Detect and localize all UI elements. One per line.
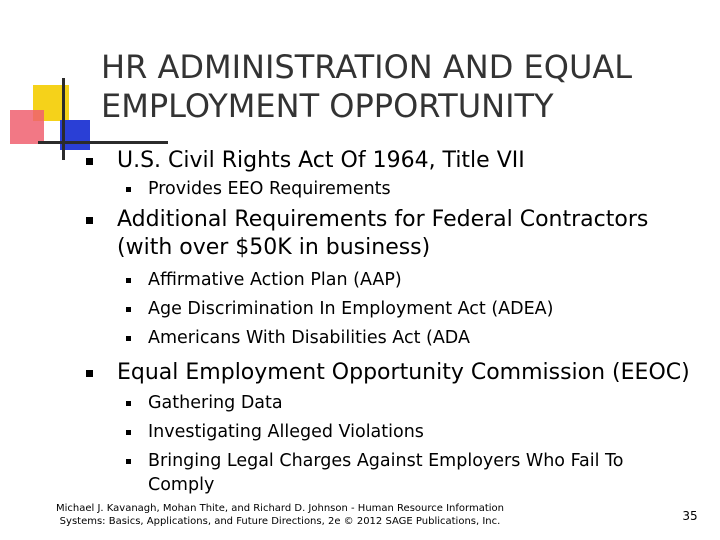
bullet-text: Equal Employment Opportunity Commission (EEOC) [117,360,690,385]
logo-horizontal-line [38,141,168,144]
sub-bullet-eeo-requirements [148,177,688,201]
square-bullet-icon [126,459,131,464]
logo-red-square [10,110,44,144]
square-bullet-icon [126,336,131,341]
sub-bullet-gathering-data [148,391,688,415]
bullet-civil-rights-act [117,147,687,175]
square-bullet-icon [126,430,131,435]
slide-title: HR ADMINISTRATION AND EQUAL EMPLOYMENT OPPORTUNITY [101,48,633,125]
square-bullet-icon [126,401,131,406]
sub-bullet-ada [148,326,688,350]
sub-bullet-text: Bringing Legal Charges Against Employers Who Fail To Comply [148,451,624,495]
bullet-text: Additional Requirements for Federal Contractors (with over $50K in business) [117,207,649,260]
bullet-text: U.S. Civil Rights Act Of 1964, Title VII [117,148,525,173]
bullet-eeoc [117,359,702,387]
sub-bullet-text: Americans With Disabilities Act (ADA [148,328,470,348]
square-bullet-icon [86,158,93,165]
sub-bullet-adea [148,297,688,321]
sub-bullet-investigating [148,420,688,444]
square-bullet-icon [126,307,131,312]
sub-bullet-text: Age Discrimination In Employment Act (ADEA) [148,299,554,319]
logo-vertical-line [62,78,65,160]
footer-citation: Michael J. Kavanagh, Mohan Thite, and Richard D. Johnson - Human Resource Information Systems: Basics, Applications, and Future Directions, 2e © 2012 SAGE Publications, Inc. [56,503,504,527]
sub-bullet-legal-charges [148,449,658,497]
sub-bullet-text: Affirmative Action Plan (AAP) [148,270,402,290]
sub-bullet-text: Investigating Alleged Violations [148,422,424,442]
square-bullet-icon [126,187,131,192]
square-bullet-icon [86,217,93,224]
bullet-federal-contractors [117,206,702,262]
square-bullet-icon [86,370,93,377]
page-number: 35 [682,509,698,523]
sub-bullet-text: Provides EEO Requirements [148,179,391,199]
sub-bullet-text: Gathering Data [148,393,283,413]
sub-bullet-aap [148,268,688,292]
square-bullet-icon [126,278,131,283]
